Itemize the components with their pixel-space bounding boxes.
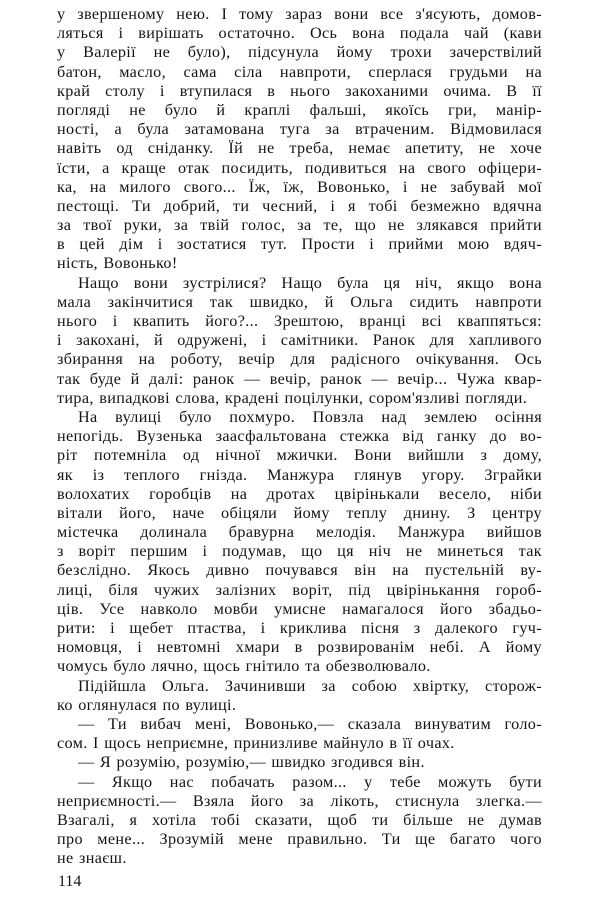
text-line: ність, Вовонько!: [57, 254, 178, 273]
text-line: лиці, біля чужих залізних воріт, під цвірінькання гороб-: [57, 580, 542, 599]
text-line: у звершеному нею. І тому зараз вони все з'ясують, домов-: [57, 5, 542, 23]
text-line: не знаєш.: [57, 849, 127, 868]
text-line: і закохані, й одружені, і самітники. Ранок для хапливого: [57, 331, 542, 350]
book-page-text: [57, 5, 542, 868]
text-line: — Ти вибач мені, Вовонько,— сказала винуватим голо-: [78, 714, 542, 733]
text-line: за твої руки, за твій голос, за те, що не злякався прийти: [57, 216, 542, 235]
text-line: з воріт першим і подумав, що ця ніч не минеться так: [57, 542, 542, 561]
text-line: сом. І щось неприємне, принизливе майнуло в її очах.: [57, 734, 455, 753]
text-line: ко оглянулася по вулиці.: [57, 695, 237, 714]
text-line: ка, на милого свого... Їж, їж, Вовонько, і не забувай мої: [57, 177, 542, 196]
page-number: 114: [58, 873, 82, 890]
text-line: — Якщо нас побачать разом... у тебе можуть бути: [78, 772, 542, 791]
text-line: як із теплого гнізда. Манжура глянув угору. Зграйки: [57, 465, 542, 484]
text-line: — Я розумію, розумію,— швидко згодився він.: [78, 753, 425, 772]
text-line: у Валерії не було), підсунула йому трохи зачерствілий: [57, 43, 542, 62]
text-line: номовця, і невтомні хмари в розвированім небі. А йому: [57, 638, 542, 657]
text-line: збирання на роботу, вечір для радісного очікування. Ось: [57, 350, 542, 369]
text-line: містечка долинала бравурна мелодія. Манжура вийшов: [57, 523, 542, 542]
text-line: навіть од сніданку. Їй не треба, немає апетиту, не хоче: [57, 139, 542, 158]
text-line: чомусь було лячно, щось гнітило та обезволювало.: [57, 657, 431, 676]
text-line: ців. Усе навколо мовби умисне намагалося його збадьо-: [57, 599, 542, 618]
text-line: На вулиці було похмуро. Повзла над землею осіння: [78, 407, 542, 426]
text-line: неприємності.— Взяла його за лікоть, стиснула злегка.—: [57, 791, 542, 810]
text-line: так буде й далі: ранок — вечір, ранок — вечір... Чужа квар-: [57, 369, 542, 388]
text-line: волохатих горобців на дротах цвірінькали весело, ніби: [57, 484, 542, 503]
text-line: ріт потемніла од нічної мжички. Вони вийшли з дому,: [57, 446, 542, 465]
text-line: Взагалі, я хотіла тобі сказати, щоб ти більше не думав: [57, 810, 542, 829]
text-line: безслідно. Якось дивно почувався він на пустельній ву-: [57, 561, 542, 580]
text-line: тира, випадкові слова, крадені поцілунки, сором'язливі погляди.: [57, 388, 528, 407]
text-line: край столу і втупилася в нього закоханими очима. В її: [57, 81, 542, 100]
text-line: пестощі. Ти добрий, ти чесний, і я тобі безмежно вдячна: [57, 196, 542, 215]
text-line: батон, масло, сама сіла навпроти, сперлася грудьми на: [57, 62, 542, 81]
text-line: Нащо вони зустрілися? Нащо була ця ніч, якщо вона: [78, 273, 542, 292]
text-line: ності, а була затамована туга за втраченим. Відмовилася: [57, 120, 542, 139]
text-line: Підійшла Ольга. Зачинивши за собою хвіртку, сторож-: [78, 676, 542, 695]
text-line: мала закінчитися так швидко, й Ольга сидить навпроти: [57, 292, 542, 311]
text-line: їсти, а краще отак посидить, подивиться на свого офіцери-: [57, 158, 542, 177]
text-line: вітали його, наче обіцяли йому теплу днину. З центру: [57, 503, 542, 522]
text-line: в цей дім і зостатися тут. Прости і прийми мою вдяч-: [57, 235, 542, 254]
text-line: ляться і вирішать остаточно. Ось вона подала чай (кави: [57, 24, 542, 43]
text-line: про мене... Зрозумій мене правильно. Ти ще багато чого: [57, 830, 542, 849]
text-line: рити: і щебет птаства, і крикливa пісня з далекого гуч-: [57, 619, 542, 637]
text-line: нього і квапить його?... Зрештою, вранці всі кваппяться:: [57, 312, 542, 330]
text-line: погляді не було й краплі фальші, якоїсь гри, манір-: [57, 100, 542, 119]
text-line: непогідь. Вузенька заасфальтована стежка від ганку до во-: [57, 427, 542, 446]
